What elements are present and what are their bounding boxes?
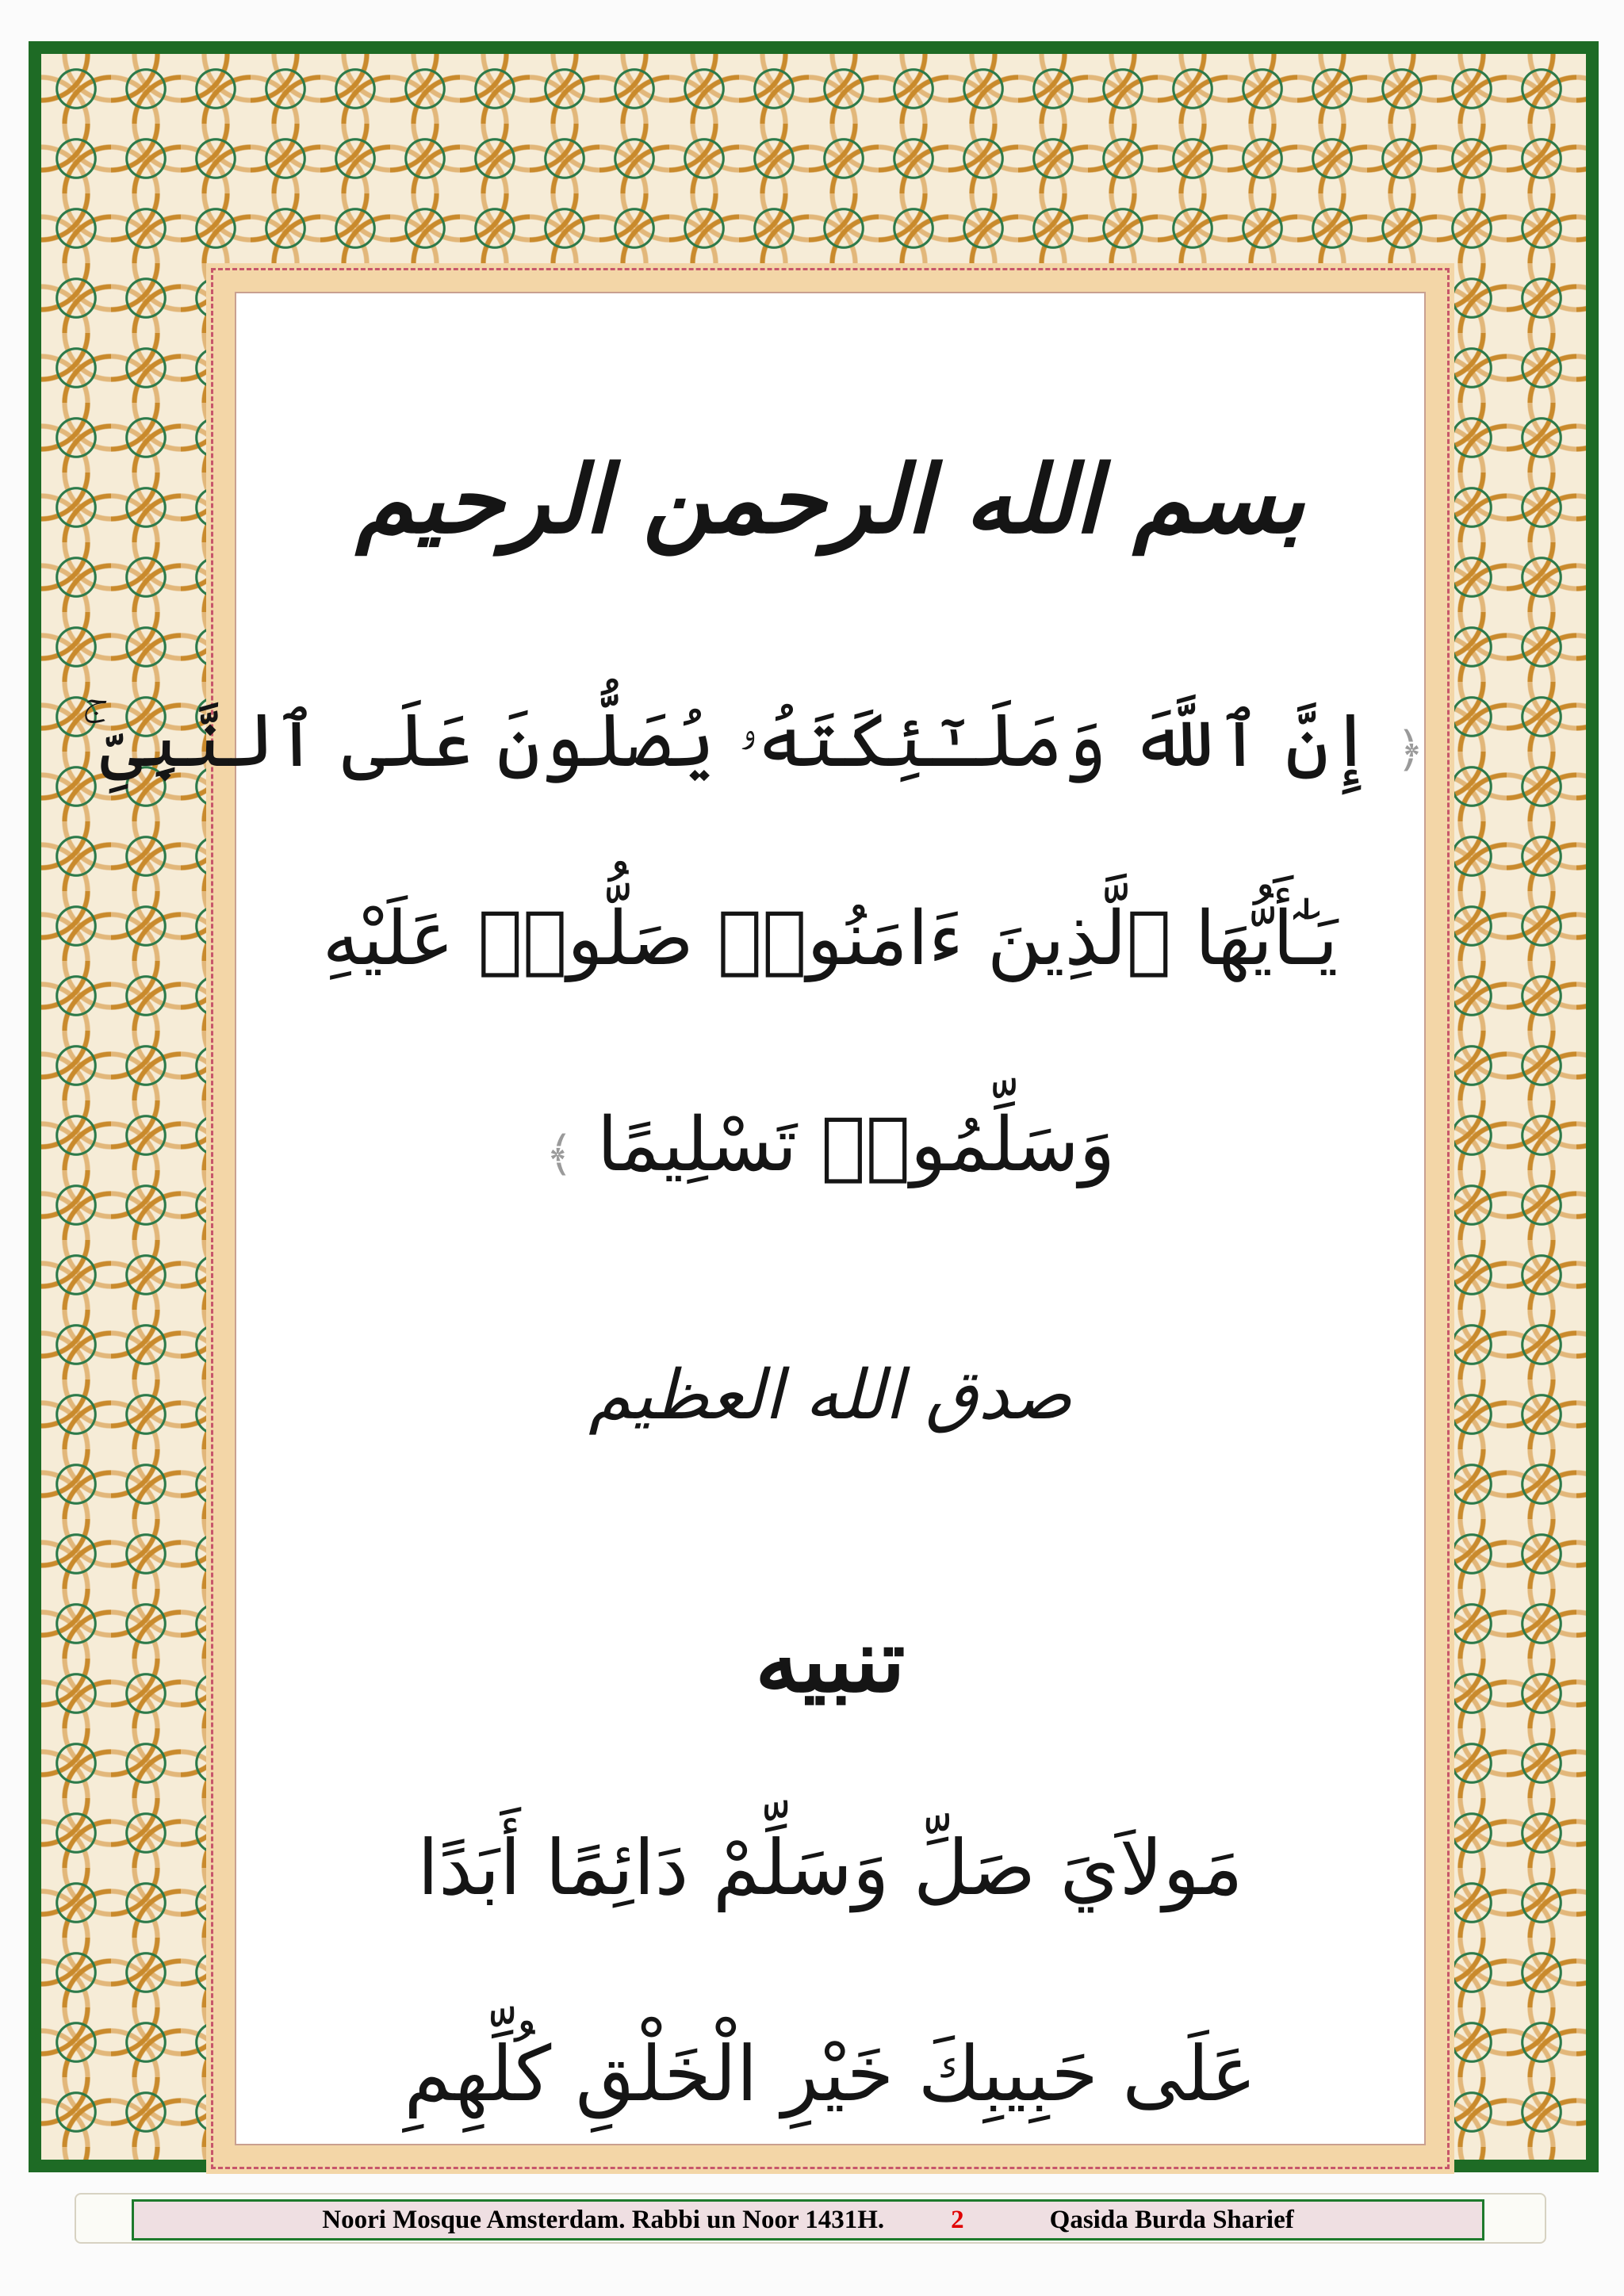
verse-line-3 <box>236 1102 1424 1188</box>
inner-border <box>81 263 1454 2174</box>
page-frame <box>29 41 1599 2172</box>
poem-line-2: عَلَى حَبِيبِكَ خَيْرِ الْخَلْقِ كُلِّهِمِ <box>404 2030 1257 2118</box>
verse-line-2: يَـٰٓأَيُّهَا ٱلَّذِينَ ءَامَنُوا۟ صَلُّوا۟ عَلَيْهِ <box>322 896 1339 982</box>
poem-line-1: مَولاَيَ صَلِّ وَسَلِّمْ دَائِمًا أَبَدًا <box>417 1823 1243 1912</box>
basmala: بسم الله الرحمن الرحيم <box>355 444 1305 554</box>
ornament-open-icon: ﴿ <box>1396 722 1424 778</box>
page-number: 2 <box>951 2205 964 2234</box>
heading-tanbih: تنبيه <box>755 1609 906 1712</box>
verse-line-1-text: إِنَّ ٱللَّهَ وَمَلَـٰٓئِكَتَهُۥ يُصَلُّونَ عَلَى ٱلنَّبِىِّ ۚ <box>81 698 1373 784</box>
ornament-close-icon: ﴾ <box>545 1127 573 1182</box>
footer-bar <box>132 2199 1484 2241</box>
text-panel <box>81 292 1426 2145</box>
footer-right-text: Qasida Burda Sharief <box>1049 2205 1294 2234</box>
verse-line-3-text: وَسَلِّمُوا۟ تَسْلِيمًا <box>596 1102 1116 1188</box>
footer-left-text: Noori Mosque Amsterdam. Rabbi un Noor 1431H. <box>322 2205 885 2234</box>
verse-line-1 <box>81 698 1424 785</box>
sadaqa-calligraphy: صدق الله العظيم <box>588 1356 1072 1435</box>
